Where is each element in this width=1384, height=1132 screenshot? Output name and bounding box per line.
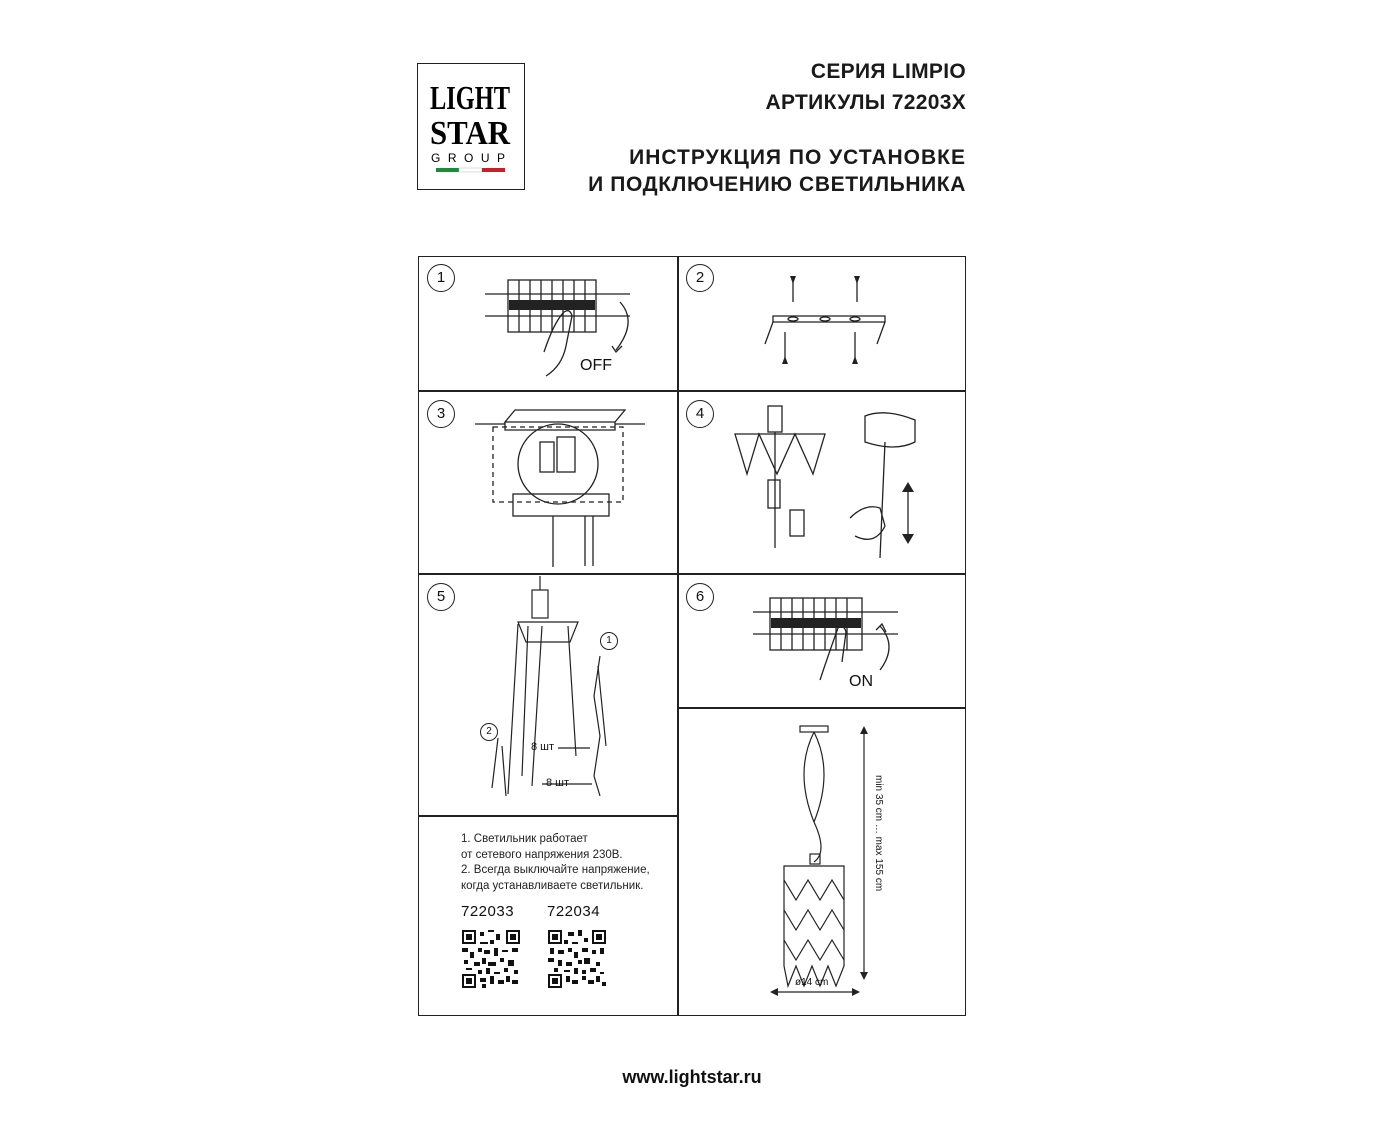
article-722034: 722034 bbox=[547, 903, 601, 920]
note-line: когда устанавливаете светильник. bbox=[461, 879, 644, 892]
step-number-3: 3 bbox=[427, 400, 455, 428]
crystal-assembly-illustration bbox=[480, 576, 675, 812]
step-number-6: 6 bbox=[686, 583, 714, 611]
instruction-title-line1: ИНСТРУКЦИЯ ПО УСТАНОВКЕ bbox=[629, 146, 966, 169]
suspension-adjust-illustration bbox=[730, 398, 960, 568]
quantity-label-b: 8 шт bbox=[546, 777, 570, 789]
off-label: OFF bbox=[580, 357, 612, 374]
step-number-1: 1 bbox=[427, 264, 455, 292]
step-number-2: 2 bbox=[686, 264, 714, 292]
substep-1: 1 bbox=[600, 632, 618, 650]
note-line: 2. Всегда выключайте напряжение, bbox=[461, 864, 650, 876]
mounting-bracket-illustration bbox=[755, 272, 895, 377]
note-line: от сетевого напряжения 230В. bbox=[461, 848, 623, 861]
articles-title: АРТИКУЛЫ 72203X bbox=[765, 91, 966, 114]
diameter-label: ø14 cm bbox=[795, 977, 829, 988]
logo-text-star: STAR bbox=[430, 115, 511, 152]
qr-code-722034[interactable] bbox=[548, 930, 606, 988]
instruction-title-line2: И ПОДКЛЮЧЕНИЮ СВЕТИЛЬНИКА bbox=[588, 173, 966, 196]
series-title: СЕРИЯ LIMPIO bbox=[810, 60, 966, 83]
article-722033: 722033 bbox=[461, 903, 515, 920]
step-number-5: 5 bbox=[427, 583, 455, 611]
canopy-wiring-illustration bbox=[465, 402, 655, 572]
quantity-label-a: 8 шт bbox=[531, 741, 555, 753]
height-dimension-label: min 35 cm … max 155 cm bbox=[873, 775, 884, 892]
on-label: ON bbox=[849, 673, 873, 690]
luminaire-dimension-drawing bbox=[760, 720, 890, 1000]
logo-text-group: GROUP bbox=[431, 151, 509, 165]
breaker-off-illustration bbox=[480, 272, 640, 382]
website-link[interactable]: www.lightstar.ru bbox=[622, 1067, 762, 1087]
step-number-4: 4 bbox=[686, 400, 714, 428]
brand-logo bbox=[417, 63, 525, 190]
safety-notes bbox=[461, 832, 650, 894]
qr-code-722033[interactable] bbox=[462, 930, 520, 988]
note-line: 1. Светильник работает bbox=[461, 833, 588, 845]
substep-2: 2 bbox=[480, 723, 498, 741]
logo-text-light: LIGHT bbox=[430, 80, 511, 117]
breaker-on-illustration bbox=[748, 590, 908, 700]
